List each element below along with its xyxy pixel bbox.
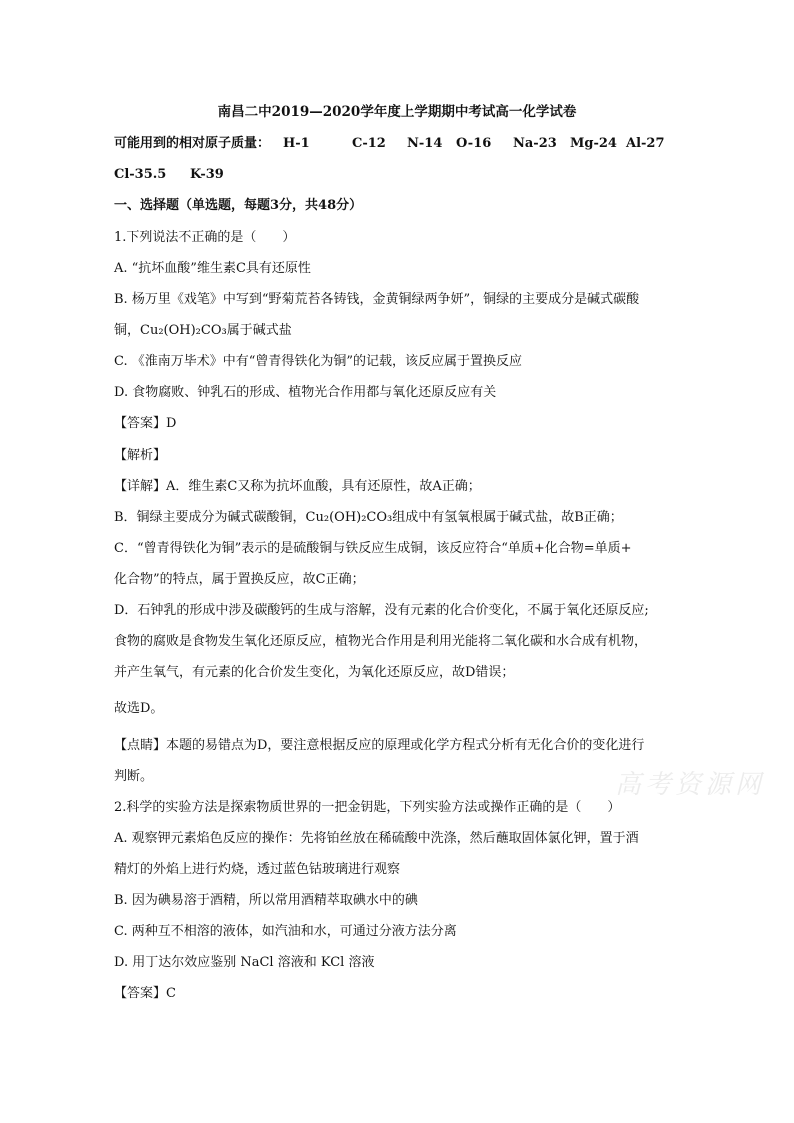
conclusion: 故选D。 <box>114 701 164 716</box>
watermark: 高考资源网 <box>615 770 766 800</box>
question-option: B. 杨万里《戏笔》中写到“野菊荒苔各铸钱，金黄铜绿两争妍”，铜绿的主要成分是碱式碳酸 <box>114 292 640 307</box>
key-point-line: 判断。 <box>114 769 154 784</box>
atomic-mass-item: K-39 <box>190 167 224 182</box>
question-option: A. 观察钾元素焰色反应的操作：先将铂丝放在稀硫酸中洗涤，然后蘸取固体氯化钾，置于酒 <box>114 831 639 846</box>
atomic-mass-item: Na-23 <box>513 136 557 151</box>
question-option: 精灯的外焰上进行灼烧，透过蓝色钴玻璃进行观察 <box>114 862 401 877</box>
exam-title: 南昌二中2019—2020学年度上学期期中考试高一化学试卷 <box>217 104 577 120</box>
explanation-line: 【详解】A．维生素C又称为抗坏血酸，具有还原性，故A正确； <box>114 479 481 494</box>
answer: 【答案】D <box>114 416 177 431</box>
explanation-line: D．石钟乳的形成中涉及碳酸钙的生成与溶解，没有元素的化合价变化，不属于氧化还原反应; <box>114 603 649 618</box>
question-option: A. “抗坏血酸”维生素C具有还原性 <box>114 261 311 276</box>
atomic-mass-item: N-14 <box>407 136 443 151</box>
atomic-mass-item: Cl-35.5 <box>114 167 167 182</box>
question-option: D. 食物腐败、钟乳石的形成、植物光合作用都与氧化还原反应有关 <box>114 385 497 400</box>
atomic-mass-item: H-1 <box>283 136 310 151</box>
atomic-mass-item: Mg-24 <box>570 136 617 151</box>
explanation-line: 并产生氧气，有元素的化合价发生变化，为氧化还原反应，故D错误； <box>114 665 515 680</box>
question-stem: 1.下列说法不正确的是（ ） <box>114 230 296 245</box>
question-stem: 2.科学的实验方法是探索物质世界的一把金钥匙，下列实验方法或操作正确的是（ ） <box>114 800 621 815</box>
question-option: C. 两种互不相溶的液体，如汽油和水，可通过分液方法分离 <box>114 924 457 939</box>
key-point-line: 【点睛】本题的易错点为D，要注意根据反应的原理或化学方程式分析有无化合价的变化进行 <box>114 738 645 753</box>
section-heading: 一、选择题（单选题，每题3分，共48分） <box>114 198 363 213</box>
question-option: C. 《淮南万毕术》中有“曾青得铁化为铜”的记载，该反应属于置换反应 <box>114 354 523 369</box>
answer: 【答案】C <box>114 986 176 1001</box>
atomic-mass-item: Al-27 <box>626 136 665 151</box>
analysis-label: 【解析】 <box>114 448 167 463</box>
atomic-mass-label: 可能用到的相对原子质量： <box>114 136 271 151</box>
explanation-line: 食物的腐败是食物发生氧化还原反应，植物光合作用是利用光能将二氧化碳和水合成有机物， <box>114 634 648 649</box>
explanation-line: B．铜绿主要成分为碱式碳酸铜，Cu₂(OH)₂CO₃组成中有氢氧根属于碱式盐，故B正确； <box>114 510 623 525</box>
explanation-line: C．“曾青得铁化为铜”表示的是硫酸铜与铁反应生成铜，该反应符合“单质+化合物=单质+ <box>114 541 632 556</box>
atomic-mass-item: C-12 <box>352 136 386 151</box>
atomic-mass-item: O-16 <box>456 136 492 151</box>
question-option: D. 用丁达尔效应鉴别 NaCl 溶液和 KCl 溶液 <box>114 955 375 970</box>
question-option: 铜，Cu₂(OH)₂CO₃属于碱式盐 <box>114 323 292 338</box>
explanation-line: 化合物”的特点，属于置换反应，故C正确； <box>114 572 365 587</box>
question-option: B. 因为碘易溶于酒精，所以常用酒精萃取碘水中的碘 <box>114 893 418 908</box>
